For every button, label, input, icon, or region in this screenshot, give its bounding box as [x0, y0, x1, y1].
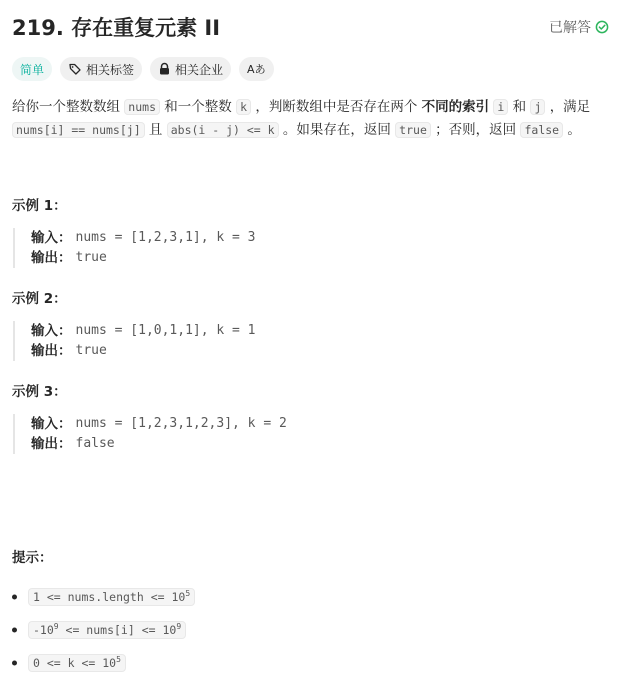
inline-code-nums: nums: [124, 99, 160, 115]
example-output-value: true: [75, 250, 107, 265]
example-block: [13, 321, 256, 361]
hint-code: [28, 621, 186, 639]
example-block: [13, 228, 256, 268]
desc-text: 给你一个整数数组: [12, 99, 120, 115]
example-input-label: 输入：: [31, 230, 72, 246]
desc-bold-text: 不同的索引: [421, 99, 490, 115]
desc-text: ，满足: [549, 99, 591, 115]
hint-sup: 5: [185, 588, 191, 598]
companies-tag-button[interactable]: [150, 57, 231, 81]
example-output-value: false: [75, 436, 115, 451]
hint-text: 0 <= k <= 10: [33, 655, 117, 670]
hint-sup: 9: [53, 621, 59, 631]
desc-text: ，判断数组中是否存在两个: [255, 99, 418, 115]
topics-tag-button[interactable]: [60, 57, 142, 81]
example-input-label: 输入：: [31, 416, 72, 432]
hint-text: 1 <= nums.length <= 10: [33, 589, 186, 604]
hints-list: [12, 580, 195, 679]
inline-code-cond2: abs(i - j) <= k: [167, 122, 279, 138]
difficulty-badge[interactable]: [12, 57, 52, 81]
desc-text: 。如果存在，返回: [282, 122, 391, 138]
tag-icon: [68, 62, 82, 76]
topics-tag-label: 相关标签: [86, 62, 135, 77]
desc-text: 且: [148, 122, 163, 138]
example-input-value: nums = [1,2,3,1,2,3], k = 2: [75, 416, 287, 431]
title-row: [12, 12, 609, 42]
example-title: 示例 2：: [12, 291, 67, 307]
difficulty-label: 简单: [20, 62, 45, 77]
desc-text: ；否则，返回: [435, 122, 517, 138]
example-input-line: [31, 228, 256, 248]
solved-label: 已解答: [549, 20, 591, 36]
inline-code-j: j: [530, 99, 545, 115]
example-title: 示例 1：: [12, 198, 67, 214]
inline-code-false: false: [520, 122, 563, 138]
list-item: [12, 646, 195, 679]
desc-text: 和一个整数: [164, 99, 232, 115]
inline-code-k: k: [236, 99, 251, 115]
example-input-value: nums = [1,0,1,1], k = 1: [75, 323, 256, 338]
check-circle-icon: [595, 20, 609, 34]
example-output-label: 输出：: [31, 436, 72, 452]
lock-icon: [158, 62, 171, 76]
example-output-line: [31, 341, 256, 361]
example-output-label: 输出：: [31, 343, 72, 359]
tag-bar: [12, 57, 274, 81]
problem-description: [12, 96, 608, 142]
desc-text: 和: [512, 99, 527, 115]
inline-code-i: i: [493, 99, 508, 115]
desc-text: 。: [567, 122, 581, 138]
hint-sup: 9: [176, 621, 182, 631]
problem-title[interactable]: 219. 存在重复元素 II: [12, 16, 221, 40]
list-item: [12, 580, 195, 613]
inline-code-true: true: [395, 122, 431, 138]
list-item: [12, 613, 195, 646]
example-input-label: 输入：: [31, 323, 72, 339]
example-block: [13, 414, 287, 454]
example-input-line: [31, 414, 287, 434]
companies-tag-label: 相关企业: [175, 62, 224, 77]
example-title: 示例 3：: [12, 384, 67, 400]
example-output-line: [31, 434, 287, 454]
translate-icon: Aあ: [247, 63, 266, 76]
hint-text: -10: [33, 622, 54, 637]
example-input-value: nums = [1,2,3,1], k = 3: [75, 230, 256, 245]
hint-code: [28, 588, 195, 606]
example-input-line: [31, 321, 256, 341]
hint-text: <= nums[i] <= 10: [58, 622, 177, 637]
solved-status: [549, 17, 609, 37]
example-output-label: 输出：: [31, 250, 72, 266]
example-output-line: [31, 248, 256, 268]
translate-button[interactable]: [239, 57, 274, 81]
hint-code: [28, 654, 126, 672]
example-output-value: true: [75, 343, 107, 358]
hints-title: 提示：: [12, 550, 53, 566]
inline-code-cond1: nums[i] == nums[j]: [12, 122, 145, 138]
hint-sup: 5: [116, 654, 121, 664]
